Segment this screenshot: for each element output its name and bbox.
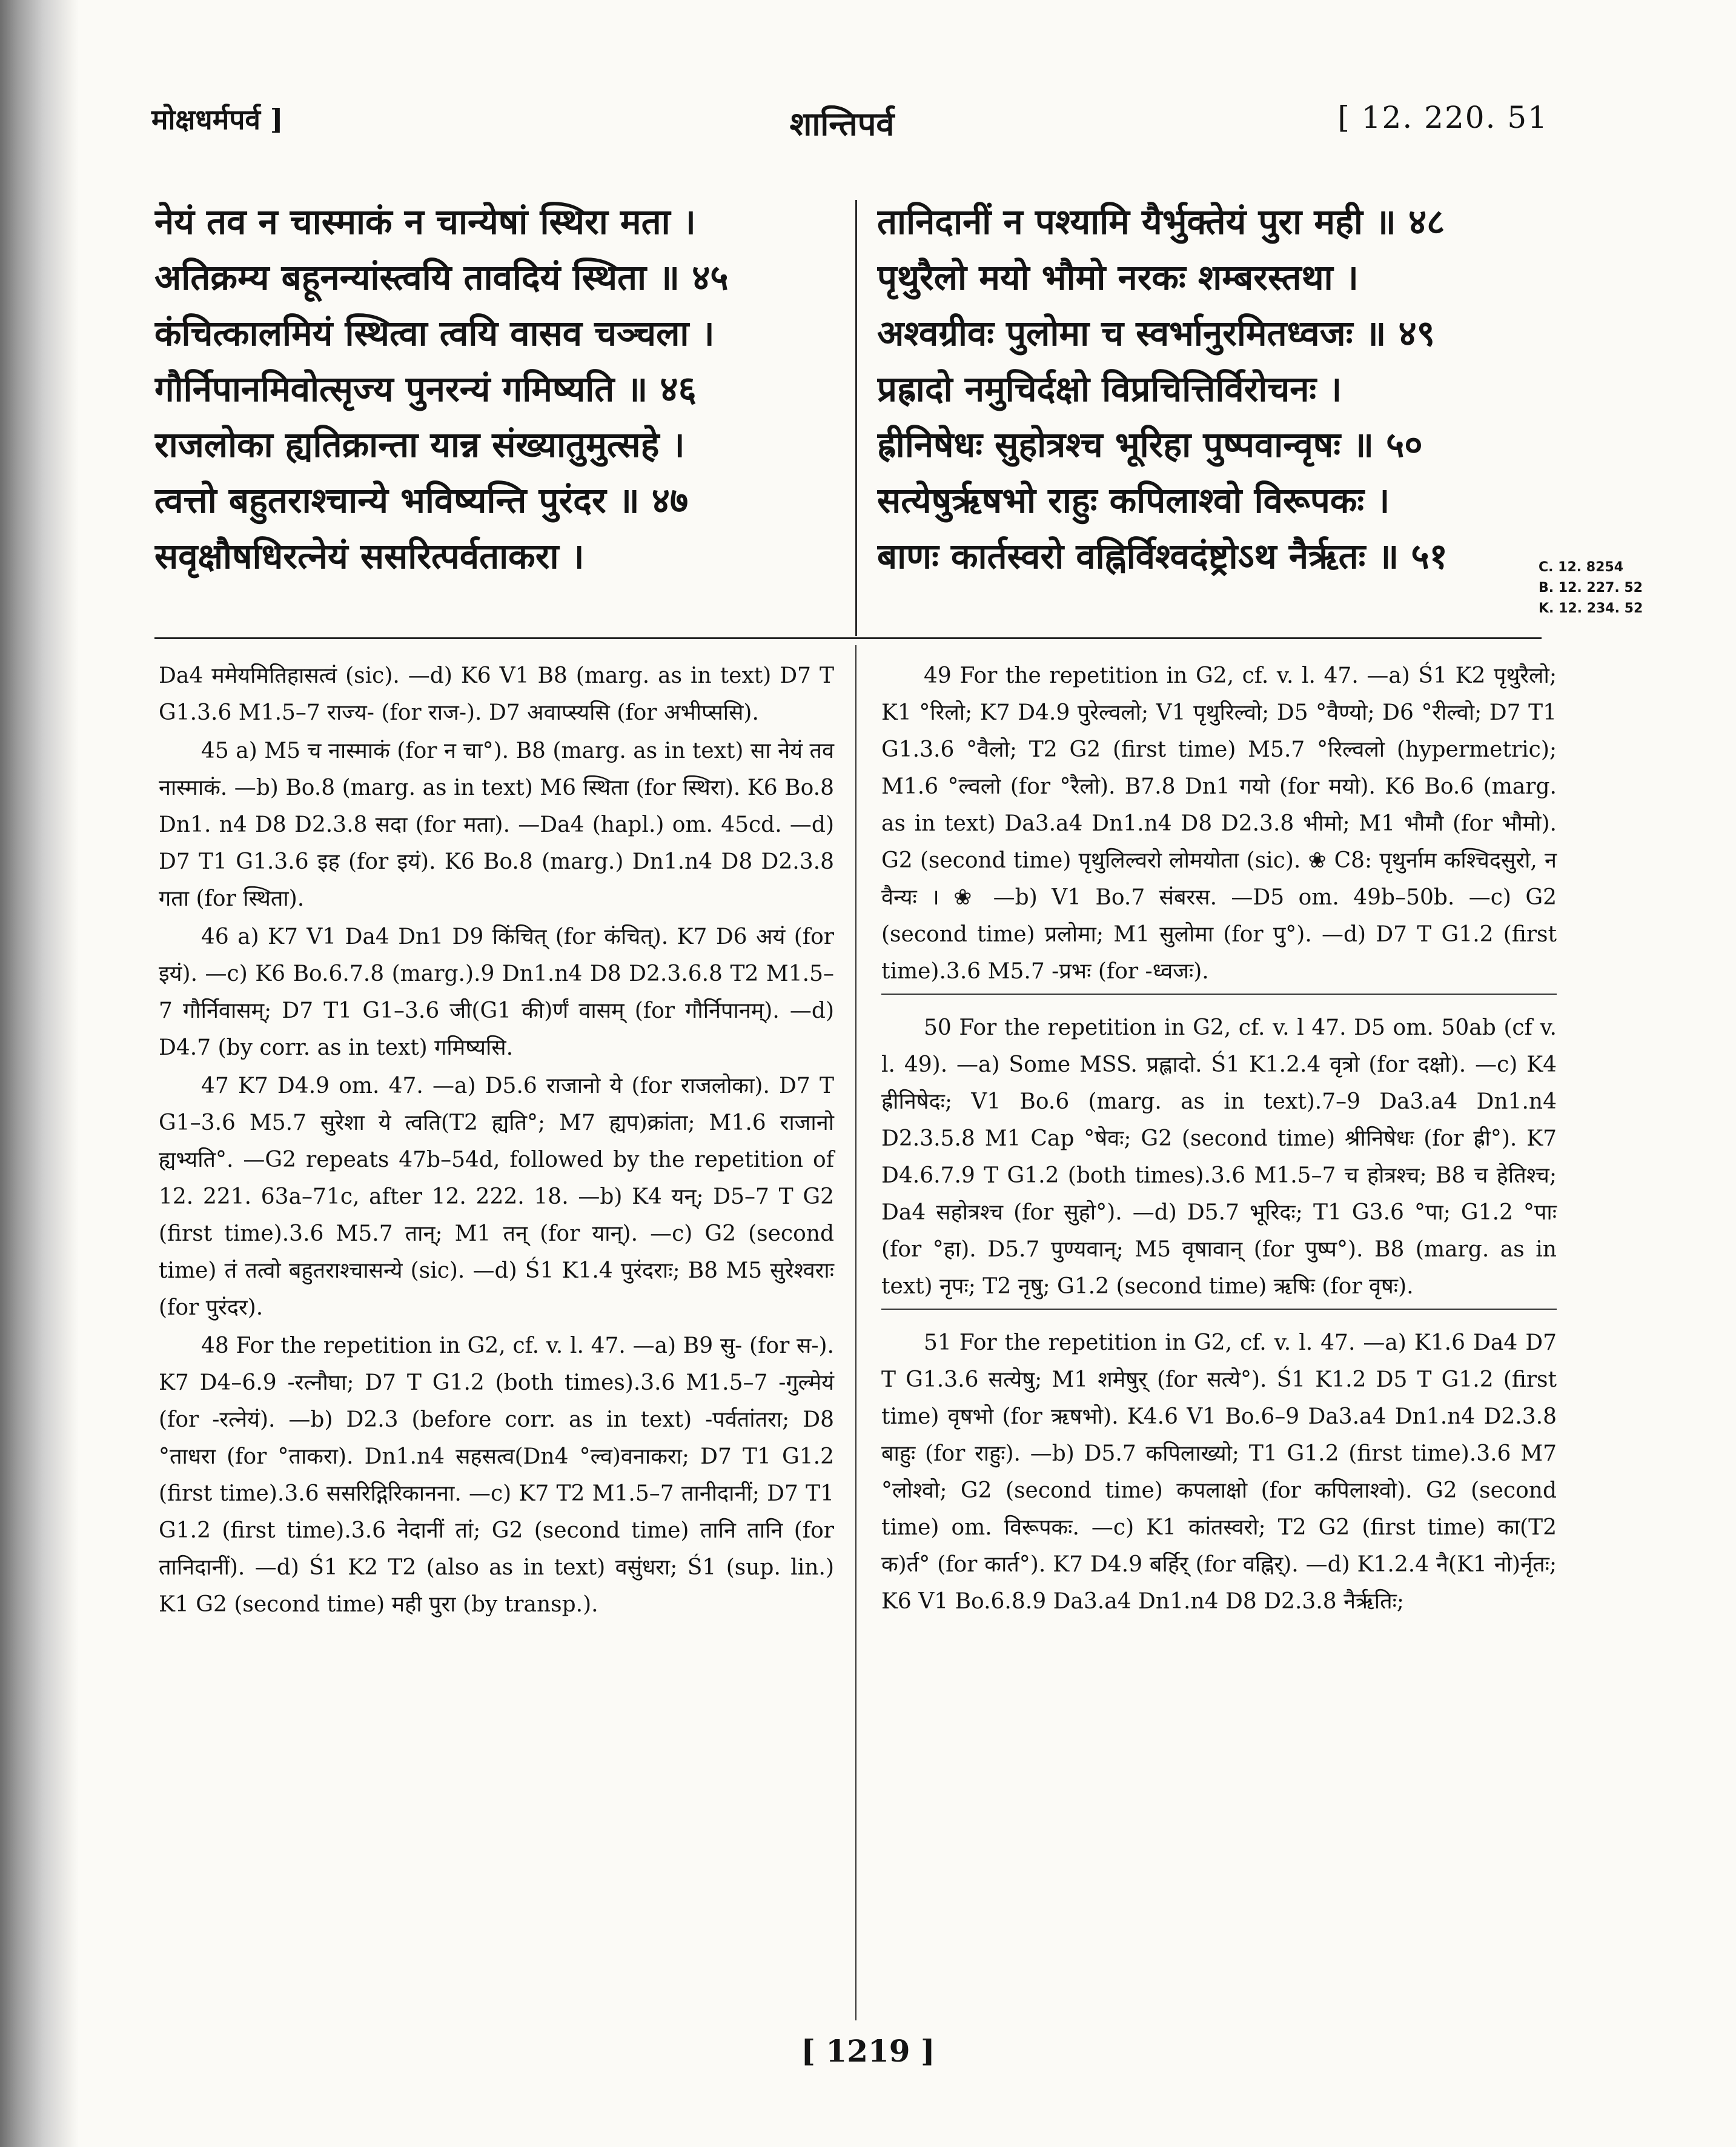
verse-line: ह्रीनिषेधः सुहोत्रश्च भूरिहा पुष्पवान्वृषः ॥ ५० — [877, 424, 1423, 465]
note-paragraph: 46 a) K7 V1 Da4 Dn1 D9 किंचित् (for कंचित्). K7 D6 अयं (for इयं). —c) K6 Bo.6.7.8 (marg.).9 Dn1.n4 D8 D2.3.6.8 T2 M1.5–7 गौर्निवासम्; D7 T1 G1–3.6 जी(G1 की)र्णं वासम् (for गौर्निपानम्). —d) D4.7 (by corr. as in text) गमिष्यसि. — [159, 924, 834, 1060]
section-title: मोक्षधर्मपर्व ] — [151, 103, 283, 136]
verse-line: त्वत्तो बहुतराश्चान्ये भविष्यन्ति पुरंदर ॥ ४७ — [154, 480, 689, 521]
note-paragraph: 50 For the repetition in G2, cf. v. l 47. D5 om. 50ab (cf v. l. 49). —a) Some MSS. प्रह्लादो. Ś1 K1.2.4 वृत्रो (for दक्षो). —c) K4 ह्रीनिषेदः; V1 Bo.6 (marg. as in text).7–9 Da3.a4 Dn1.n4 D2.3.5.8 M1 Cap °षेवः; G2 (second time) श्रीनिषेधः (for ह्री°). K7 D4.6.7.9 T G1.2 (both times).3.6 M1.5–7 च होत्रश्च; B8 च हेतिश्च; Da4 सहोत्रश्च (for सुहो°). —d) D5.7 भूरिदः; T1 G3.6 °पा; G1.2 °पाः (for °हा). D5.7 पुण्यवान्; M5 वृषावान् (for पुष्प°). B8 (marg. as in text) नृपः; T2 नृषु; G1.2 (second time) ऋषिः (for वृषः). — [881, 1015, 1557, 1299]
critical-notes-left — [159, 657, 834, 1624]
note-paragraph: 48 For the repetition in G2, cf. v. l. 47. —a) B9 सु- (for स-). K7 D4–6.9 -रत्नौघा; D7 T G1.2 (both times).3.6 M1.5–7 -गुल्मेयं (for -रत्नेयं). —b) D2.3 (before corr. as in text) -पर्वतांतरा; D8 °ताधरा (for °ताकरा). Dn1.n4 सहसत्व(Dn4 °ल्व)वनाकरा; D7 T1 G1.2 (first time).3.6 ससरिद्गिरिकानना. —c) K7 T2 M1.5–7 तानीदानीं; D7 T1 G1.2 (first time).3.6 नेदानीं तां; G2 (second time) तानि तानि (for तानिदानीं). —d) Ś1 K2 T2 (also as in text) वसुंधरा; Ś1 (sup. lin.) K1 G2 (second time) मही पुरा (by transp.). — [159, 1333, 834, 1617]
verse-reference: [ 12. 220. 51 — [1337, 100, 1548, 135]
page-number: [ 1219 ] — [801, 2033, 935, 2069]
critical-notes-right — [881, 657, 1557, 1621]
text-notes-divider — [154, 637, 1542, 639]
verse-line: तानिदानीं न पश्यामि यैर्भुक्तेयं पुरा मही ॥ ४८ — [877, 201, 1445, 242]
note-paragraph: 47 K7 D4.9 om. 47. —a) D5.6 राजानो ये (for राजलोका). D7 T G1–3.6 M5.7 सुरेशा ये त्वति(T2 ह्यति°; M7 ह्यप)क्रांता; M1.6 राजानो ह्यभ्यति°. —G2 repeats 47b–54d, followed by the repetition of 12. 221. 63a–71c, after 12. 222. 18. —b) K4 यन्; D5–7 T G2 (first time).3.6 M5.7 तान्; M1 तन् (for यान्). —c) G2 (second time) तं तत्वो बहुतराश्चासन्ये (sic). —d) Ś1 K1.4 पुरंदराः; B8 M5 सुरेश्वराः (for पुरंदर). — [159, 1074, 834, 1320]
scan-edge-shadow — [0, 0, 79, 2147]
verse-line: अतिक्रम्य बहूनन्यांस्त्वयि तावदियं स्थिता ॥ ४५ — [154, 257, 729, 298]
verse-line: पृथुरैलो मयो भौमो नरकः शम्बरस्तथा । — [877, 257, 1359, 298]
column-divider — [855, 200, 857, 636]
verse-line: सवृक्षौषधिरत्नेयं ससरित्पर्वताकरा । — [154, 536, 585, 577]
notes-column-divider — [855, 645, 856, 2020]
concordance-refs — [1539, 557, 1643, 619]
verse-line: गौर्निपानमिवोत्सृज्य पुनरन्यं गमिष्यति ॥ ४६ — [154, 368, 697, 410]
verse-line: अश्वग्रीवः पुलोमा च स्वर्भानुरमितध्वजः ॥ ४९ — [877, 313, 1435, 354]
verse-line: कंचित्कालमियं स्थित्वा त्वयि वासव चञ्चला । — [154, 313, 715, 354]
note-paragraph: 51 For the repetition in G2, cf. v. l. 47. —a) K1.6 Da4 D7 T G1.3.6 सत्येषु; M1 शमेषुर् (for सत्ये°). Ś1 K1.2 D5 T G1.2 (first time) वृषभो (for ऋषभो). K4.6 V1 Bo.6–9 Da3.a4 Dn1.n4 D2.3.8 बाहुः (for राहुः). —b) D5.7 कपिलाख्यो; T1 G1.2 (first time).3.6 M7 °लोश्वो; G2 (second time) कपलाक्षो (for कपिलाश्वो). G2 (second time) om. विरूपकः. —c) K1 कांतस्वरो; T2 G2 (first time) का(T2 क)र्त° (for कार्त°). K7 D4.9 बर्हिर् (for वह्निर्). —d) K1.2.4 नै(K1 नो)र्नृतः; K6 V1 Bo.6.8.9 Da3.a4 Dn1.n4 D8 D2.3.8 नैर्ऋतिः; — [881, 1330, 1557, 1614]
verse-line: नेयं तव न चास्माकं न चान्येषां स्थिरा मता । — [154, 201, 696, 242]
note-separator — [881, 1309, 1557, 1310]
verse-column-right — [877, 194, 1562, 584]
verse-line: बाणः कार्तस्वरो वह्निर्विश्वदंष्ट्रोऽथ नैर्ऋतः ॥ ५१ — [877, 536, 1448, 577]
note-paragraph: 45 a) M5 च नास्माकं (for न चा°). B8 (marg. as in text) सा नेयं तव नास्माकं. —b) Bo.8 (marg. as in text) M6 स्थिता (for स्थिरा). K6 Bo.8 Dn1. n4 D8 D2.3.8 सदा (for मता). —Da4 (hapl.) om. 45cd. —d) D7 T1 G1.3.6 इह (for इयं). K6 Bo.8 (marg.) Dn1.n4 D8 D2.3.8 गता (for स्थिता). — [159, 738, 834, 911]
note-paragraph: 49 For the repetition in G2, cf. v. l. 47. —a) Ś1 K2 पृथुरैलो; K1 °रिलो; K7 D4.9 पुरेल्वलो; V1 पृथुरिल्वो; D5 °वैण्यो; D6 °रील्वो; D7 T1 G1.3.6 °वैलो; T2 G2 (first time) M5.7 °रिल्वलो (hypermetric); M1.6 °ल्वलो (for °रैलो). B7.8 Dn1 गयो (for मयो). K6 Bo.6 (marg. as in text) Da3.a4 Dn1.n4 D8 D2.3.8 भीमो; M1 भौमौ (for भौमो). G2 (second time) पृथुलिल्वरो लोमयोता (sic). ❀ C8: पृथुर्नाम कश्चिदसुरो, न वैन्यः । ❀ —b) V1 Bo.7 संबरस. —D5 om. 49b–50b. —c) G2 (second time) प्रलोमा; M1 सुलोमा (for पु°). —d) D7 T G1.2 (first time).3.6 M5.7 -प्रभः (for -ध्वजः). — [881, 663, 1557, 984]
verse-line: सत्येषुर्ऋषभो राहुः कपिलाश्वो विरूपकः । — [877, 480, 1390, 521]
concordance-ref: K. 12. 234. 52 — [1539, 601, 1643, 616]
concordance-ref: C. 12. 8254 — [1539, 560, 1624, 575]
verse-column-left — [154, 194, 839, 584]
book-title: शान्तिपर्व — [789, 104, 895, 143]
verse-line: राजलोका ह्यतिक्रान्ता यान्न संख्यातुमुत्सहे । — [154, 424, 685, 465]
verse-line: प्रह्रादो नमुचिर्दक्षो विप्रचित्तिर्विरोचनः । — [877, 368, 1342, 410]
note-paragraph: Da4 ममेयमितिहासत्वं (sic). —d) K6 V1 B8 (marg. as in text) D7 T G1.3.6 M1.5–7 राज्य- (for राज-). D7 अवाप्स्यसि (for अभीप्ससि). — [159, 663, 834, 725]
note-separator — [881, 994, 1557, 995]
concordance-ref: B. 12. 227. 52 — [1539, 580, 1643, 596]
